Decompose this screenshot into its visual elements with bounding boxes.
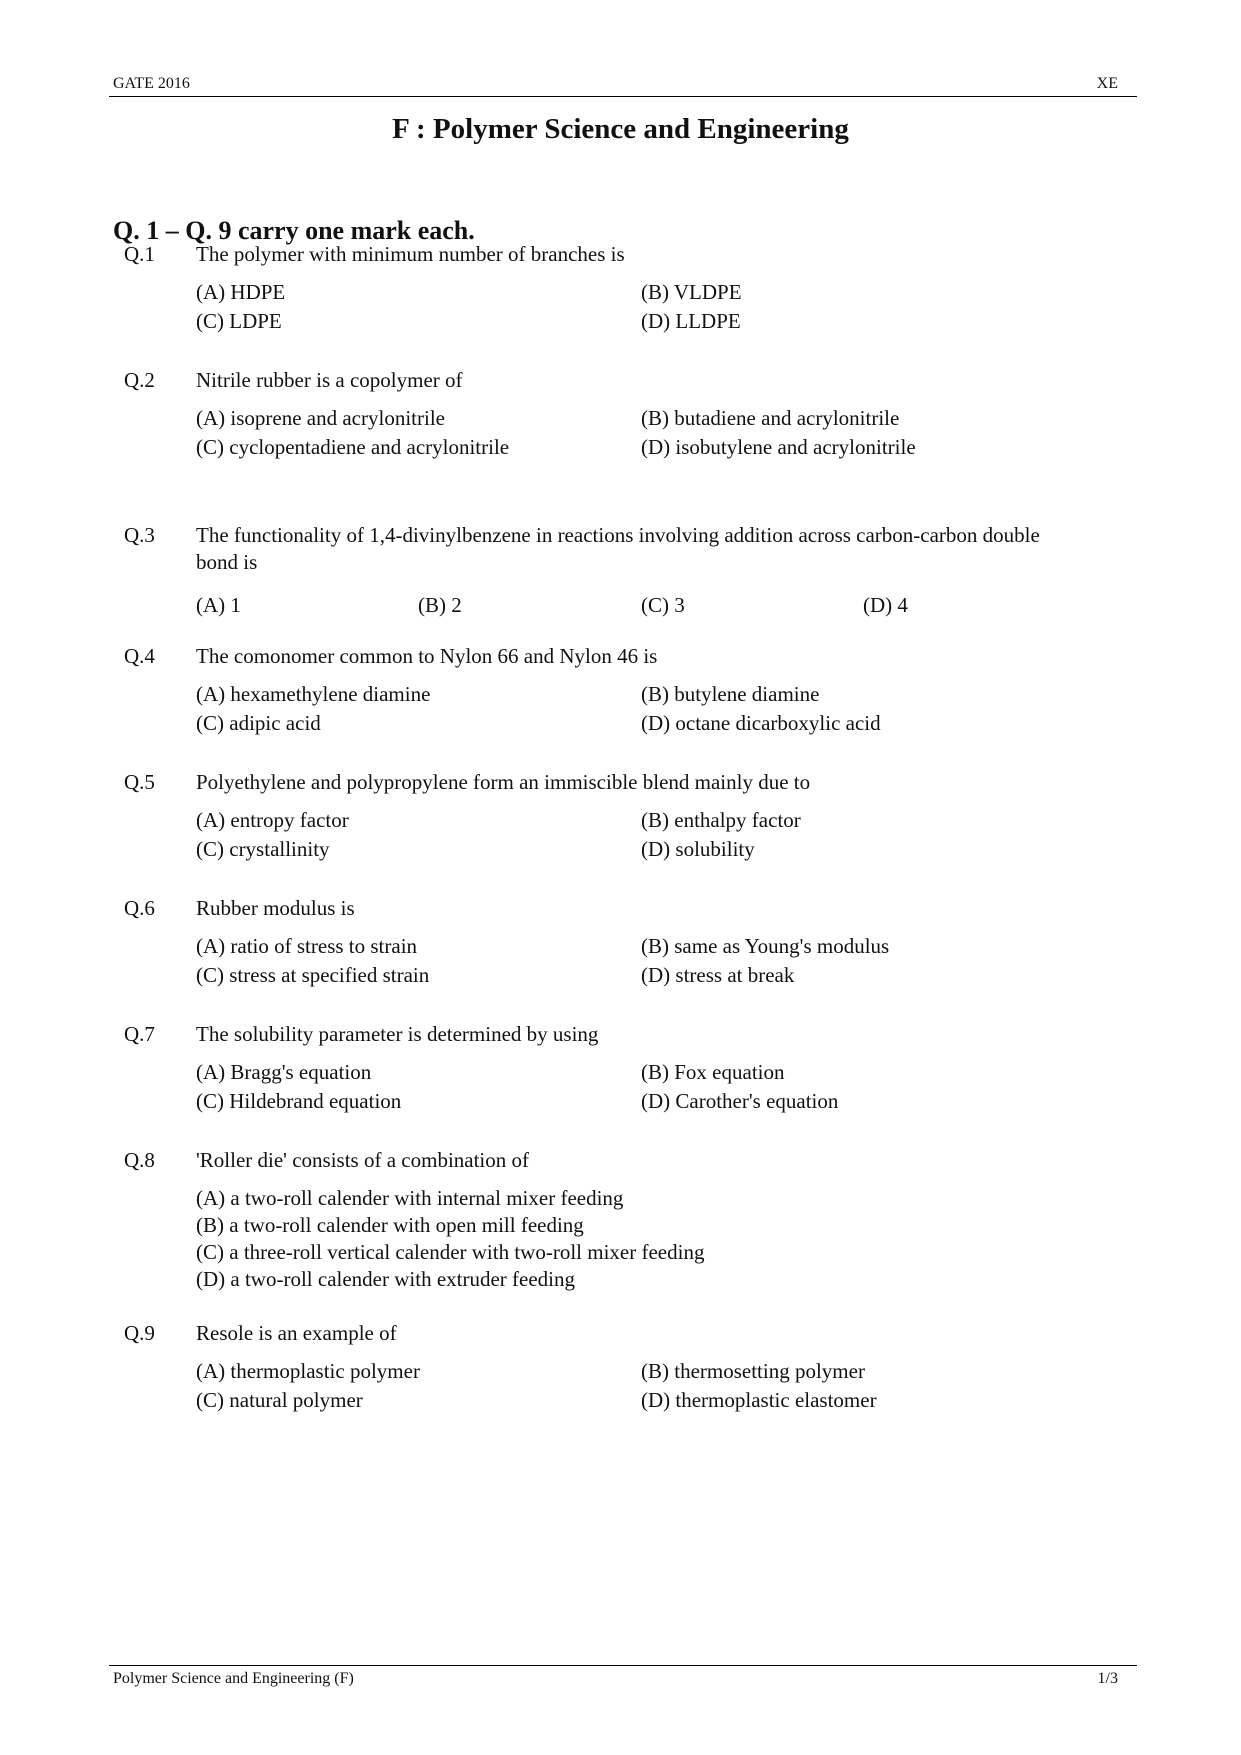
options [196, 405, 1136, 463]
option-c: (C) Hildebrand equation [196, 1089, 402, 1113]
option-b: (B) a two-roll calender with open mill feeding [196, 1213, 584, 1237]
option-a: (A) isoprene and acrylonitrile [196, 406, 445, 430]
question-text: Polyethylene and polypropylene form an immiscible blend mainly due to [196, 770, 811, 794]
section-title: Q. 1 – Q. 9 carry one mark each. [113, 216, 475, 245]
header-exam: GATE 2016 [113, 75, 190, 92]
option-a: (A) ratio of stress to strain [196, 934, 418, 958]
option-a: (A) hexamethylene diamine [196, 682, 431, 706]
options [196, 279, 1136, 337]
option-a: (A) 1 [196, 593, 241, 617]
question-text: The comonomer common to Nylon 66 and Nylon 46 is [196, 644, 658, 668]
question-text: The functionality of 1,4-divinylbenzene in reactions involving addition across carbon-carbon double bond is [196, 523, 1040, 574]
option-d: (D) a two-roll calender with extruder feeding [196, 1267, 576, 1291]
question-number: Q.9 [124, 1321, 155, 1345]
option-b: (B) 2 [418, 593, 462, 617]
question-number: Q.8 [124, 1148, 155, 1172]
option-c: (C) a three-roll vertical calender with two-roll mixer feeding [196, 1240, 705, 1264]
header-rule [109, 96, 1137, 97]
option-b: (B) enthalpy factor [641, 808, 801, 832]
option-a: (A) a two-roll calender with internal mixer feeding [196, 1186, 624, 1210]
option-c: (C) cyclopentadiene and acrylonitrile [196, 435, 510, 459]
question-text: 'Roller die' consists of a combination of [196, 1148, 530, 1172]
options [196, 1059, 1136, 1117]
option-a: (A) thermoplastic polymer [196, 1359, 420, 1383]
options [196, 681, 1136, 739]
option-b: (B) Fox equation [641, 1060, 785, 1084]
option-a: (A) entropy factor [196, 808, 349, 832]
option-d: (D) thermoplastic elastomer [641, 1388, 877, 1412]
option-d: (D) isobutylene and acrylonitrile [641, 435, 916, 459]
header-paper-code: XE [1096, 75, 1118, 92]
option-b: (B) same as Young's modulus [641, 934, 890, 958]
option-c: (C) crystallinity [196, 837, 330, 861]
options [196, 1185, 1136, 1293]
options [196, 807, 1136, 865]
option-d: (D) Carother's equation [641, 1089, 839, 1113]
question-text: The solubility parameter is determined by using [196, 1022, 599, 1046]
option-c: (C) LDPE [196, 309, 282, 333]
question-text: Rubber modulus is [196, 896, 355, 920]
option-a: (A) Bragg's equation [196, 1060, 372, 1084]
options [196, 933, 1136, 991]
question-number: Q.2 [124, 368, 155, 392]
question-text: Resole is an example of [196, 1321, 397, 1345]
option-c: (C) adipic acid [196, 711, 321, 735]
question-text: The polymer with minimum number of branches is [196, 242, 625, 266]
options [196, 592, 1136, 621]
option-b: (B) butylene diamine [641, 682, 820, 706]
question-text: Nitrile rubber is a copolymer of [196, 368, 463, 392]
question-number: Q.5 [124, 770, 155, 794]
option-d: (D) octane dicarboxylic acid [641, 711, 881, 735]
option-c: (C) stress at specified strain [196, 963, 430, 987]
option-b: (B) butadiene and acrylonitrile [641, 406, 900, 430]
question-number: Q.3 [124, 523, 155, 547]
option-d: (D) stress at break [641, 963, 795, 987]
question-number: Q.7 [124, 1022, 155, 1046]
footer-paper-name: Polymer Science and Engineering (F) [113, 1670, 354, 1687]
option-b: (B) VLDPE [641, 280, 742, 304]
option-a: (A) HDPE [196, 280, 286, 304]
option-c: (C) natural polymer [196, 1388, 363, 1412]
footer-rule [109, 1665, 1137, 1666]
option-b: (B) thermosetting polymer [641, 1359, 865, 1383]
option-d: (D) LLDPE [641, 309, 741, 333]
option-d: (D) solubility [641, 837, 755, 861]
question-number: Q.6 [124, 896, 155, 920]
page-title: F : Polymer Science and Engineering [392, 113, 849, 145]
question-number: Q.4 [124, 644, 155, 668]
option-c: (C) 3 [641, 593, 685, 617]
options [196, 1358, 1136, 1416]
option-d: (D) 4 [863, 593, 908, 617]
footer-page-number: 1/3 [1097, 1670, 1118, 1687]
question-number: Q.1 [124, 242, 155, 266]
